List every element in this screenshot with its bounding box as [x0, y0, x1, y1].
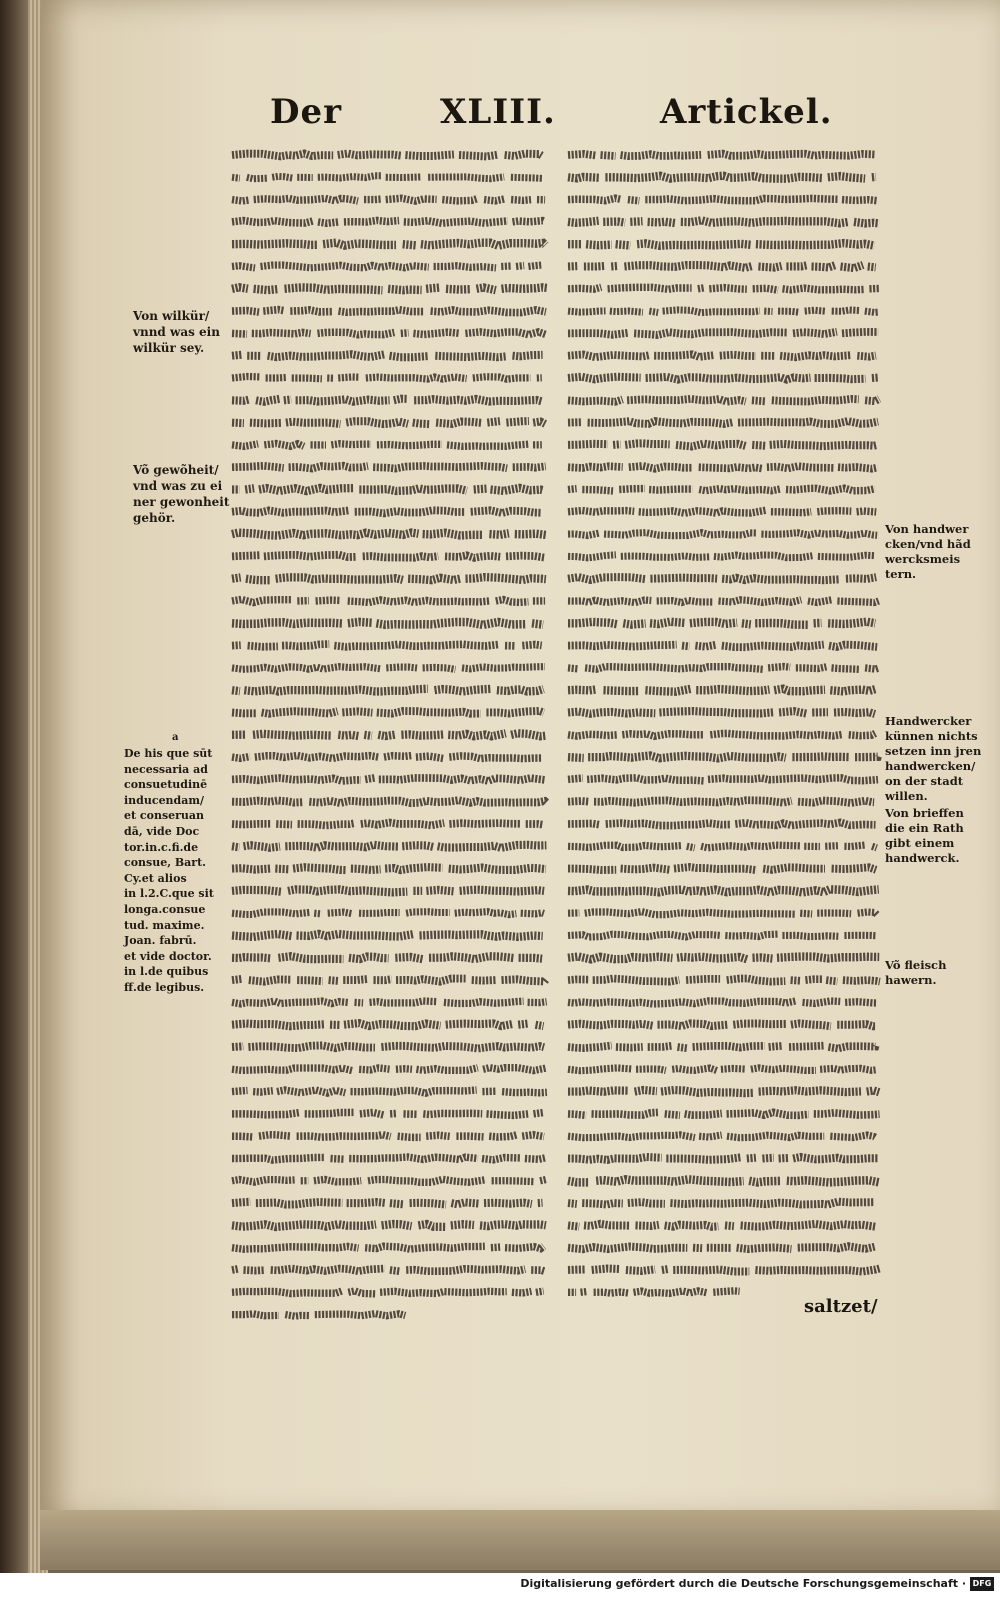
gloss-line: Joan. fabrū. — [124, 934, 197, 948]
text-line — [568, 354, 876, 357]
text-line — [232, 1179, 546, 1182]
text-line — [232, 198, 545, 201]
text-line — [232, 644, 542, 647]
text-line — [232, 1090, 547, 1093]
gloss-line: tor.in.c.fi.de — [124, 840, 199, 854]
gloss-line: et vide doctor. — [124, 949, 212, 963]
text-line — [232, 176, 542, 179]
text-line — [568, 822, 876, 825]
gloss-line: longa.consue — [124, 902, 206, 916]
text-line — [232, 667, 545, 670]
text-line — [568, 711, 875, 714]
text-line — [568, 622, 875, 625]
text-line — [568, 555, 875, 558]
gloss-line: consuetudinē — [124, 778, 208, 792]
text-line — [568, 733, 875, 736]
gloss-line: dā, vide Doc — [124, 824, 200, 838]
gloss-line: wilkür sey. — [133, 341, 205, 355]
margin-gloss-wilkuer — [133, 308, 225, 356]
gloss-line: inducendam/ — [124, 793, 205, 807]
text-line — [232, 1112, 543, 1115]
gloss-line: handwercken/ — [885, 759, 976, 773]
gloss-line: handwerck. — [885, 851, 960, 865]
text-line — [232, 867, 546, 870]
text-line — [232, 1135, 544, 1138]
text-line — [232, 310, 546, 313]
gloss-line: De his que sūt — [124, 747, 213, 760]
text-line — [232, 399, 542, 402]
gloss-line: wercksmeis — [885, 552, 961, 566]
header-right-word: Artickel. — [660, 92, 833, 132]
text-line — [232, 287, 547, 290]
gloss-line: Von handwer — [885, 522, 969, 536]
text-line — [232, 733, 546, 736]
gloss-line: tern. — [885, 567, 917, 581]
text-line — [568, 1135, 876, 1138]
margin-gloss-fleisch — [885, 958, 985, 988]
text-line — [568, 1001, 877, 1004]
text-line — [568, 778, 878, 781]
text-line — [232, 912, 544, 915]
text-line — [232, 845, 546, 848]
text-line — [232, 689, 544, 692]
text-line — [568, 399, 879, 402]
gloss-line: Cy.et alios — [124, 871, 187, 885]
text-line — [568, 421, 878, 424]
text-line — [568, 577, 876, 580]
text-line — [568, 1269, 880, 1272]
gloss-line: necessaria ad — [124, 762, 208, 776]
text-line — [232, 1246, 544, 1249]
gloss-line: setzen inn jren — [885, 744, 982, 758]
text-line — [232, 823, 542, 826]
text-line — [232, 800, 547, 803]
text-line — [568, 756, 878, 759]
text-line — [568, 800, 874, 803]
text-line — [568, 510, 876, 513]
gloss-line: Von wilkür/ — [133, 309, 210, 323]
text-line — [568, 198, 878, 201]
text-line — [232, 1314, 405, 1317]
text-line — [568, 377, 878, 380]
margin-gloss-latin — [124, 746, 220, 996]
gloss-line: Võ gewõheit/ — [133, 463, 219, 477]
gloss-line: Võ fleisch — [885, 958, 947, 972]
text-line — [232, 555, 545, 558]
text-line — [232, 577, 546, 580]
text-line — [568, 176, 876, 179]
text-line — [232, 332, 546, 335]
gloss-line: in l.2.C.que sit — [124, 887, 214, 901]
left-text-column — [232, 154, 547, 1317]
text-line — [568, 1224, 876, 1227]
text-line — [568, 265, 876, 268]
text-line — [568, 1068, 876, 1071]
text-line — [232, 622, 543, 625]
text-line — [568, 1046, 876, 1049]
text-line — [568, 154, 875, 157]
text-line — [568, 1202, 875, 1205]
text-line — [568, 1112, 880, 1115]
text-line — [232, 1157, 546, 1160]
text-line — [232, 154, 542, 157]
text-line — [232, 711, 544, 714]
funding-credit: Digitalisierung gefördert durch die Deutsche Forschungsgemeinschaft · — [520, 1577, 966, 1590]
text-line — [568, 957, 879, 960]
text-line — [232, 510, 542, 513]
margin-gloss-gewonheit — [133, 462, 230, 526]
gloss-reference-letter: a — [172, 732, 179, 743]
text-line — [232, 377, 542, 380]
catchword: saltzet/ — [804, 1296, 878, 1317]
dfg-logo: DFG — [970, 1577, 994, 1591]
text-line — [232, 889, 544, 892]
text-line — [568, 667, 879, 670]
text-line — [568, 533, 877, 536]
text-line — [568, 845, 877, 848]
text-line — [568, 645, 877, 648]
text-line — [232, 1202, 543, 1205]
text-line — [232, 1045, 544, 1048]
text-line — [232, 488, 544, 491]
article-number: XLIII. — [440, 92, 556, 132]
text-line — [232, 756, 542, 759]
text-line — [568, 1291, 740, 1294]
text-line — [232, 533, 547, 536]
text-line — [568, 1023, 876, 1026]
gloss-line: Handwercker — [885, 714, 972, 728]
text-line — [232, 1291, 544, 1294]
text-line — [568, 689, 876, 692]
text-line — [568, 1246, 875, 1249]
text-line — [568, 1090, 879, 1093]
gloss-line: künnen nichts — [885, 729, 978, 743]
gloss-line: hawern. — [885, 973, 937, 987]
gloss-line: gehör. — [133, 511, 176, 525]
text-line — [232, 466, 546, 469]
text-line — [568, 912, 877, 915]
text-line — [232, 599, 545, 602]
text-line — [232, 778, 546, 781]
text-line — [568, 1179, 879, 1182]
gloss-line: cken/vnd hãd — [885, 537, 971, 551]
text-line — [568, 600, 879, 603]
text-line — [568, 867, 876, 870]
text-line — [232, 956, 542, 959]
gloss-line: et conseruan — [124, 809, 205, 823]
gloss-line: tud. maxime. — [124, 918, 205, 932]
gloss-line: vnnd was ein — [133, 325, 220, 339]
gloss-line: in l.de quibus — [124, 965, 209, 979]
gloss-line: ff.de legibus. — [124, 980, 205, 994]
text-line — [568, 287, 880, 290]
text-line — [232, 1023, 544, 1026]
gloss-line: Von brieffen — [885, 806, 964, 820]
gloss-line: die ein Rath — [885, 821, 964, 835]
text-line — [232, 421, 545, 424]
margin-gloss-handwercker-satzung — [885, 714, 985, 804]
header-left-word: Der — [270, 92, 343, 132]
text-line — [232, 1068, 546, 1071]
text-line — [568, 979, 880, 982]
gloss-line: gibt einem — [885, 836, 955, 850]
text-line — [232, 220, 544, 223]
margin-gloss-briefe — [885, 806, 985, 866]
text-line — [568, 220, 879, 223]
text-line — [568, 934, 876, 937]
right-text-column — [568, 154, 880, 1294]
text-line — [232, 1224, 546, 1227]
text-line — [568, 889, 879, 892]
digitization-footer — [0, 1573, 1000, 1597]
text-line — [232, 979, 546, 982]
text-line — [568, 488, 875, 491]
text-line — [232, 444, 542, 447]
gloss-line: willen. — [885, 789, 928, 803]
text-line — [232, 1269, 545, 1272]
gloss-line: vnd was zu ei — [133, 479, 223, 493]
gloss-line: ner gewonheit — [133, 495, 230, 509]
text-line — [232, 1001, 547, 1004]
text-line — [232, 934, 543, 937]
text-line — [568, 443, 877, 446]
gloss-line: consue, Bart. — [124, 856, 207, 870]
text-line — [568, 332, 878, 335]
text-line — [568, 1157, 878, 1160]
text-line — [232, 243, 545, 246]
text-line — [232, 354, 543, 357]
gloss-line: on der stadt — [885, 774, 964, 788]
text-line — [568, 310, 878, 313]
text-line — [568, 243, 874, 246]
text-line — [232, 265, 541, 268]
text-line — [568, 466, 877, 469]
margin-gloss-handwercker — [885, 522, 985, 582]
